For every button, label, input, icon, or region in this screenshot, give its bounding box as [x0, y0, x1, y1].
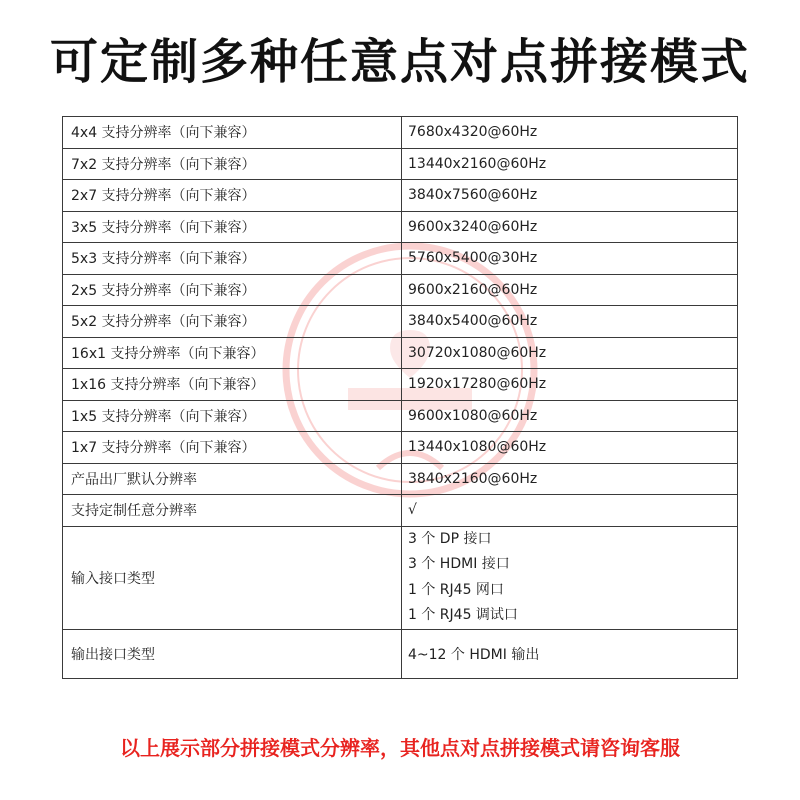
table-row: [63, 400, 738, 432]
table-row: [63, 274, 738, 306]
table-row: [63, 148, 738, 180]
row-value: 3840x7560@60Hz: [402, 180, 738, 212]
row-value: 3840x5400@60Hz: [402, 306, 738, 338]
input-ports-row: [63, 526, 738, 629]
row-label: 5x3 支持分辨率（向下兼容）: [63, 243, 402, 275]
input-ports-list: [402, 526, 738, 629]
table-row: [63, 211, 738, 243]
row-label: 产品出厂默认分辨率: [63, 463, 402, 495]
input-port-item: 1 个 RJ45 调试口: [408, 607, 518, 623]
output-ports-label: 输出接口类型: [63, 629, 402, 678]
row-label: 3x5 支持分辨率（向下兼容）: [63, 211, 402, 243]
row-value: 9600x2160@60Hz: [402, 274, 738, 306]
row-label: 1x7 支持分辨率（向下兼容）: [63, 432, 402, 464]
input-port-item: 3 个 HDMI 接口: [408, 556, 510, 572]
footer-note: 以上展示部分拼接模式分辨率，其他点对点拼接模式请咨询客服: [120, 736, 680, 760]
table-row: [63, 432, 738, 464]
table-row: [63, 495, 738, 527]
row-value: √: [402, 495, 738, 527]
table-row: [63, 463, 738, 495]
row-value: 9600x3240@60Hz: [402, 211, 738, 243]
spec-table: [62, 116, 738, 679]
row-value: 3840x2160@60Hz: [402, 463, 738, 495]
table-row: [63, 117, 738, 149]
row-label: 16x1 支持分辨率（向下兼容）: [63, 337, 402, 369]
row-label: 4x4 支持分辨率（向下兼容）: [63, 117, 402, 149]
input-port-item: 1 个 RJ45 网口: [408, 581, 504, 598]
table-row: [63, 243, 738, 275]
row-value: 5760x5400@30Hz: [402, 243, 738, 275]
table-row: [63, 337, 738, 369]
row-label: 支持定制任意分辨率: [63, 495, 402, 527]
output-ports-row: [63, 629, 738, 678]
row-label: 7x2 支持分辨率（向下兼容）: [63, 148, 402, 180]
row-label: 1x16 支持分辨率（向下兼容）: [63, 369, 402, 401]
row-value: 13440x2160@60Hz: [402, 148, 738, 180]
table-row: [63, 369, 738, 401]
row-value: 9600x1080@60Hz: [402, 400, 738, 432]
input-ports-label: 输入接口类型: [63, 526, 402, 629]
input-port-item: 3 个 DP 接口: [408, 530, 492, 547]
output-ports-value: 4~12 个 HDMI 输出: [402, 629, 738, 678]
row-value: 1920x17280@60Hz: [402, 369, 738, 401]
table-row: [63, 180, 738, 212]
row-label: 2x7 支持分辨率（向下兼容）: [63, 180, 402, 212]
row-value: 13440x1080@60Hz: [402, 432, 738, 464]
page-title: 可定制多种任意点对点拼接模式: [49, 34, 750, 90]
table-row: [63, 306, 738, 338]
row-label: 5x2 支持分辨率（向下兼容）: [63, 306, 402, 338]
row-value: 30720x1080@60Hz: [402, 337, 738, 369]
row-value: 7680x4320@60Hz: [402, 117, 738, 149]
row-label: 1x5 支持分辨率（向下兼容）: [63, 400, 402, 432]
row-label: 2x5 支持分辨率（向下兼容）: [63, 274, 402, 306]
